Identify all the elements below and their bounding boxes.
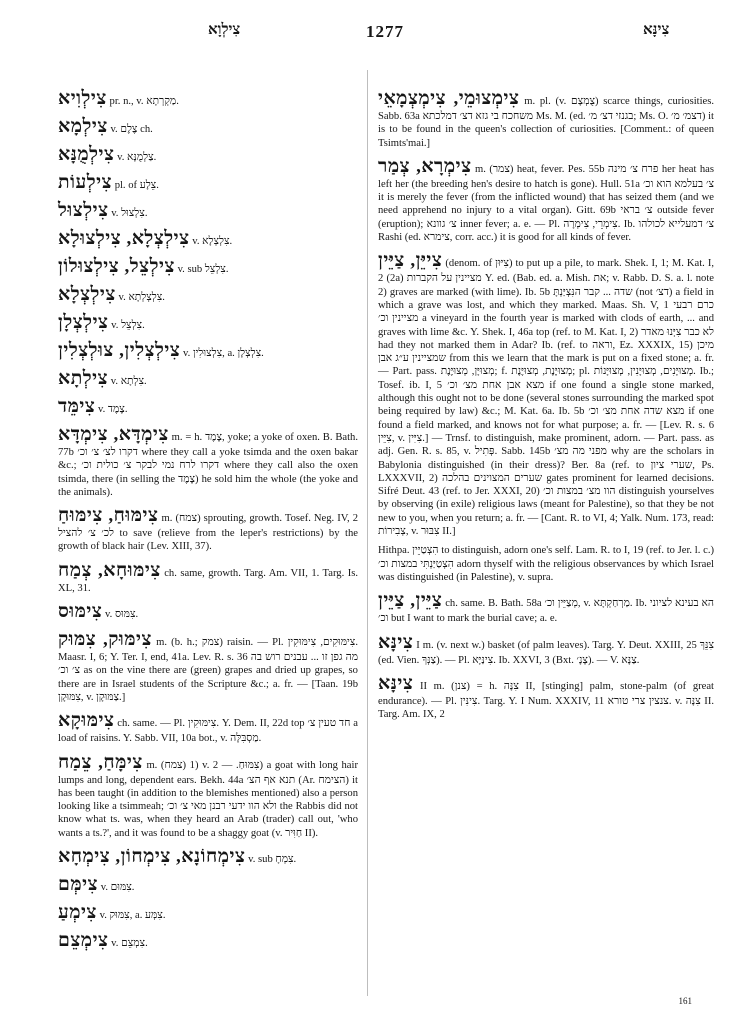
entry-body: v. צִמּוּס. bbox=[105, 609, 139, 621]
entry-headword: צִימְּם bbox=[58, 874, 99, 896]
dictionary-entry bbox=[378, 632, 714, 667]
entry-body: v. צַלְמֻנָּא. bbox=[117, 152, 157, 163]
entry-body: v. sub צִמְחָ. bbox=[248, 854, 297, 866]
dictionary-entry bbox=[58, 284, 358, 306]
entry-body: (denom. of צִיּוּן) to put up a pile, to mark. Shek. I, 1; M. Kat. I, 2 (2a) מציינין על הקברות Y. ed. (Bab. ed. a. Mish. את; v. Rabb. D. S. a. l. note 2) graves are marked (with lime). Ib. 5b שדה ... קבר הנִּצְיַּנְתָּ (not דצ׳) a field in which a grave was lost, and which they marked. Maas. Sh. V, 1 כרם רבעי מציינין וכ׳ a vineyard in the fourth year is marked with clods of earth, ... and graves with lime &c. Y. Shek. I, 46a top (ref. to M. Kat. I, 2) לא כבר צִיְּנוּ מאדר had they not marked them in Adar? Ib. (ref. to וראה, Ez. XXXIX, 15) מיכן שמציינין ע״ג אבן from this we learn that the mark is put on a fixed stone; a. fr. — Part. pass. מְצוּיָּן, מְצוּיֶּנֶת; f. מְצוּיֶּנֶת, מְצוּיֶּנֶת; pl. מְצוּיָּנִים, מְצוּיָּנִין, מְצוּיָּנוֹת. Ib.; Tosef. ib. I, 5 מצא אבן אחת מצ׳ וכ׳ if one found a single stone marked, although this ought not to be done (several stones surrounding the marked spot being required by law) &c.; M. Kat. 6a. Ib. 5b מצא שדה אחת מצ׳ וכ׳ if one found a field marked, and knows not for what purpose; a. fr. — [Lev. R. s. 6 צִיֵּין, v. צִיִּין.] — Trnsf. to distinguish, make prominent, adorn. — Part. pass. as adj. Gen. R. s. 85, v. פְּתִיל. Sabb. 145b מפני מה מצ׳ why are the scholars in Babylonia distinguished (in their dress)? Ber. 8a (ref. to שערי ציון, Ps. LXXXVII, 2) שערים המצוינים בהלכה gates prominent for learned decisions. Sifré Deut. 43 (ref. to Jer. XXXI, 20) הוו מצ׳ במצות וכ׳ distinguish yourselves by observing (in exile) religious laws (meant for Palestine), so that they be not new to you, when you return; a. fr. — [Cant. R. to VI, 4; Yalk. Num. 173, read: צְבִירוֹת, v. צִבּוּר II.] bbox=[378, 258, 715, 538]
entry-headword: צִילְצְלָא bbox=[58, 284, 116, 305]
entry-headword: צִילְמֻנָּא bbox=[58, 144, 115, 165]
entry-headword: צִילְתָא bbox=[58, 368, 109, 389]
entry-body: v. צִלְתָא. bbox=[110, 376, 147, 387]
entry-headword: צַיֵּין, צַיֵּין bbox=[378, 590, 443, 612]
dictionary-entry bbox=[58, 846, 358, 868]
dictionary-entry bbox=[378, 250, 714, 538]
dictionary-entry bbox=[58, 340, 358, 362]
dictionary-entry bbox=[58, 396, 358, 418]
dictionary-entry bbox=[58, 144, 358, 166]
dictionary-entry bbox=[378, 156, 714, 244]
entry-body: v. צִמּוּם. bbox=[100, 882, 135, 894]
entry-headword: צִימּוּקָא bbox=[58, 710, 115, 732]
entry-body: v. צִלְצְלָא. bbox=[192, 236, 233, 247]
entry-headword: צִימֵּד bbox=[58, 396, 96, 417]
entry-body: v. צֶמֶד. bbox=[98, 404, 128, 415]
entry-body: m. pl. (v. צֻמְצָם) scarce things, curiosities. Sabb. 63a משחכח בי גזא דצ׳ דמלכתא Ms. M. (ed. בגנזי דצ׳ מ׳; Ms. O. דצמ׳ מ׳) it is to be found in the queen's collection of curiosities. [Comment.: of queen Tsimts'mai.] bbox=[378, 96, 714, 149]
entry-body: m. = h. צֶמֶד, yoke; a yoke of oxen. B. Bath. 77b דקרו לצ׳ צ׳ וכ׳ where they call a yoke tsimda and the oxen bakar &c.; דקרו לרח נמי לבקר צ׳ כולית וכ׳ where they call also the oxen tsimda, there (in selling the צֶמֶד) he sold him the whole (the yoke and the animals). bbox=[58, 432, 359, 498]
entry-body: v. צִלְצֵל. bbox=[111, 320, 145, 331]
entry-body: m. (צמר) heat, fever. Pes. 55b פרח צ׳ מינה her heat has left her (the breeding hen's desire to hatch is gone). Hull. 51a צ׳ בעלמא הוא וכ׳ it is merely the fever (from the inflicted wound) that has seized them (and we need apprehend no injury to a vital organ). Gitt. 69b צ׳ בראי outside fever (eruption); צ׳ גוונא inner fever; a. e. — Pl. צִימְרֵי, צִימְרָה. Ib. צ׳ דמעלייא לכולהו Rashi (ed. צימרא, corr. acc.) it is good for all kinds of fever. bbox=[378, 163, 715, 244]
entry-headword: צִימְצֵם bbox=[58, 930, 109, 952]
signature-mark: 161 bbox=[678, 996, 692, 1006]
dictionary-entry bbox=[378, 590, 714, 625]
entry-headword: צִימְדָּא, צִימְדָּא bbox=[58, 424, 169, 445]
dictionary-entry bbox=[58, 368, 358, 390]
dictionary-entry bbox=[58, 902, 358, 924]
dictionary-entry bbox=[58, 116, 358, 138]
entry-body: v. צֶלֶם ch. bbox=[110, 124, 153, 135]
entry-headword: צִימּוּס bbox=[58, 601, 103, 623]
entry-body: v. sub צִלְצֵל. bbox=[177, 264, 229, 275]
entry-body: I m. (v. next w.) basket (of palm leaves). Targ. Y. Deut. XXIII, 25 צִנֵּךְ (ed. Vien. צַנְּךָ). — Pl. צִינַּיָּא. Ib. XXVI, 3 (Bxt. צָנָ׳). — V. צַנָּא. bbox=[378, 639, 714, 666]
dictionary-entry bbox=[378, 673, 714, 722]
dictionary-entry bbox=[58, 560, 358, 595]
left-running-head: צִילְוָא bbox=[208, 22, 241, 38]
entry-headword: צִימּוּק, צִמּוּק bbox=[58, 629, 152, 651]
entry-body: Hithpa. הִצְטַיֵּין to distinguish, adorn one's self. Lam. R. to I, 19 (ref. to Jer. l. c.) הִצְטַיַּנְתִּי במצות וכ׳ adorn thyself with the religious observances by which Israel was distinguished (in Palestine), v. supra. bbox=[378, 545, 715, 583]
entry-headword: צִילְעוֹת bbox=[58, 172, 113, 193]
dictionary-entry bbox=[58, 710, 358, 745]
entry-headword: צִילְצְלִין, צוּלְצְלִין bbox=[58, 340, 181, 361]
entry-body: m. (צמח) 1) v. צִמּוּחַ. — 2) a goat with long hair lumps and long, dependent ears. Bekh. 44a תנא אף הצ׳ (Ar. הצימח) it has been taught (in addition to the blemishes mentioned) also a person looking like a tsimmeah; ולא הוו ידעי רבנן מאי צ׳ וכ׳ the Rabbis did not know what ts. was, when they heard an Arab (trader) call out, 'who wants a ts.?', and it was found to be a shaggy goat (v. חַוִּיר II). bbox=[58, 759, 358, 839]
entry-body: v. צִלְצוּלִין, a. צִלְצְלָן. bbox=[183, 348, 264, 359]
dictionary-entry bbox=[378, 544, 714, 584]
left-column bbox=[58, 88, 358, 958]
entry-headword: צִימּוּחַ, צִימּוּחַ bbox=[58, 505, 159, 527]
entry-body: v. צִמְצֵם. bbox=[111, 938, 148, 950]
page-number: 1277 bbox=[366, 22, 404, 41]
entry-headword: צִילְמָא bbox=[58, 116, 108, 137]
dictionary-entry bbox=[58, 256, 358, 278]
dictionary-entry bbox=[58, 874, 358, 896]
entry-body: ch. same, growth. Targ. Am. VII, 1. Targ. Is. XL, 31. bbox=[58, 567, 358, 594]
entry-headword: צִינָּא bbox=[378, 631, 414, 653]
dictionary-entry bbox=[58, 752, 358, 840]
entry-headword: צִימְרָא, צְמַר bbox=[378, 155, 472, 177]
entry-body: pl. of צֵלָע. bbox=[114, 180, 159, 191]
entry-body: ch. same. B. Bath. 58a מְצַיֵּין וכ׳, v. מַרְחַקְתָּא. Ib. הא בעינא לציוני וכ׳ but I want to mark the burial cave; a. e. bbox=[378, 598, 714, 625]
entry-headword: צִימָּחַ, צֵמַח bbox=[58, 751, 143, 773]
dictionary-entry bbox=[58, 312, 358, 334]
dictionary-entry bbox=[58, 200, 358, 222]
right-running-head: צִינָּא bbox=[643, 22, 670, 38]
dictionary-entry bbox=[58, 505, 358, 554]
entry-headword: צִילְוִיא bbox=[58, 88, 107, 109]
entry-headword: צִילְצְלָן bbox=[58, 312, 109, 333]
entry-headword: צִימְעַ bbox=[58, 902, 97, 924]
entry-body: II m. (צנן) = h. צִנָּה II, [stinging] palm, stone-palm (of great endurance). — Pl. צִינִּין. Targ. Y. I Num. XXXIV, 11 צנצין צרי טורא. v. צִנָּה II. Targ. Am. IX, 2 bbox=[378, 680, 714, 721]
column-divider bbox=[367, 70, 368, 996]
entry-headword: צִייֵּן, צַיֵּין bbox=[378, 250, 443, 272]
right-column bbox=[378, 88, 714, 727]
entry-headword: צִימְצוּמֵי, צִימְצְמָאֵי bbox=[378, 88, 520, 109]
entry-body: v. צִמּוּק, a. צִמְּע. bbox=[99, 910, 166, 922]
entry-body: pr. n., v. מַקְרְתָא. bbox=[109, 96, 179, 107]
dictionary-entry bbox=[58, 424, 358, 499]
entry-body: ch. same. — Pl. צִימּוּקִין. Y. Dem. II, 22d top חד טעין צ׳ a load of raisins. Y. Sabb. VII, 10a bot., v. מַסְבִּלָּה. bbox=[58, 718, 358, 745]
entry-headword: צִילְצְלָא, צִילְצוּלָא bbox=[58, 228, 190, 249]
entry-body: v. צִלְצוּל. bbox=[111, 208, 148, 219]
entry-body: m. (צמח) sprouting, growth. Tosef. Neg. IV, 2 לכ׳ צ׳ להציל to save (relieve from the leper's restrictions) by the growth of black hair (Lev. XIII, 37). bbox=[58, 513, 358, 553]
entry-headword: צִינָּא bbox=[378, 672, 414, 694]
entry-headword: צִימְחוֹנָא, צִימְחוֹן, צִימְחָא bbox=[58, 846, 246, 868]
entry-body: v. צִלְצְלְתָא. bbox=[118, 292, 165, 303]
entry-headword: צִילְצֵל, צִילְצוּלוֹן bbox=[58, 256, 175, 277]
dictionary-entry bbox=[58, 88, 358, 110]
dictionary-entry bbox=[58, 228, 358, 250]
dictionary-entry bbox=[378, 88, 714, 150]
dictionary-entry bbox=[58, 629, 358, 704]
dictionary-entry bbox=[58, 601, 358, 623]
running-header bbox=[58, 22, 722, 46]
dictionary-entry bbox=[58, 172, 358, 194]
entry-headword: צִילְצוּל bbox=[58, 200, 109, 221]
entry-headword: צִימּוּחָא, צְמַח bbox=[58, 559, 161, 581]
dictionary-entry bbox=[58, 930, 358, 952]
entry-body: m. (b. h.; צמק) raisin. — Pl. צִימּוּקִים, צִימּוּקִין. Maasr. I, 6; Y. Ter. I, end, 41a. Lev. R. s. 36 מה גפן זו ... עבנים רוש בה צ׳ וכ׳ as on the vine there are (green) grapes and dried up grapes, so there are in Israel students of the Scripture &c.; a. fr. — [Taan. 19b צִמּוּקָן, v. צַמּוּקָן.] bbox=[58, 637, 358, 703]
